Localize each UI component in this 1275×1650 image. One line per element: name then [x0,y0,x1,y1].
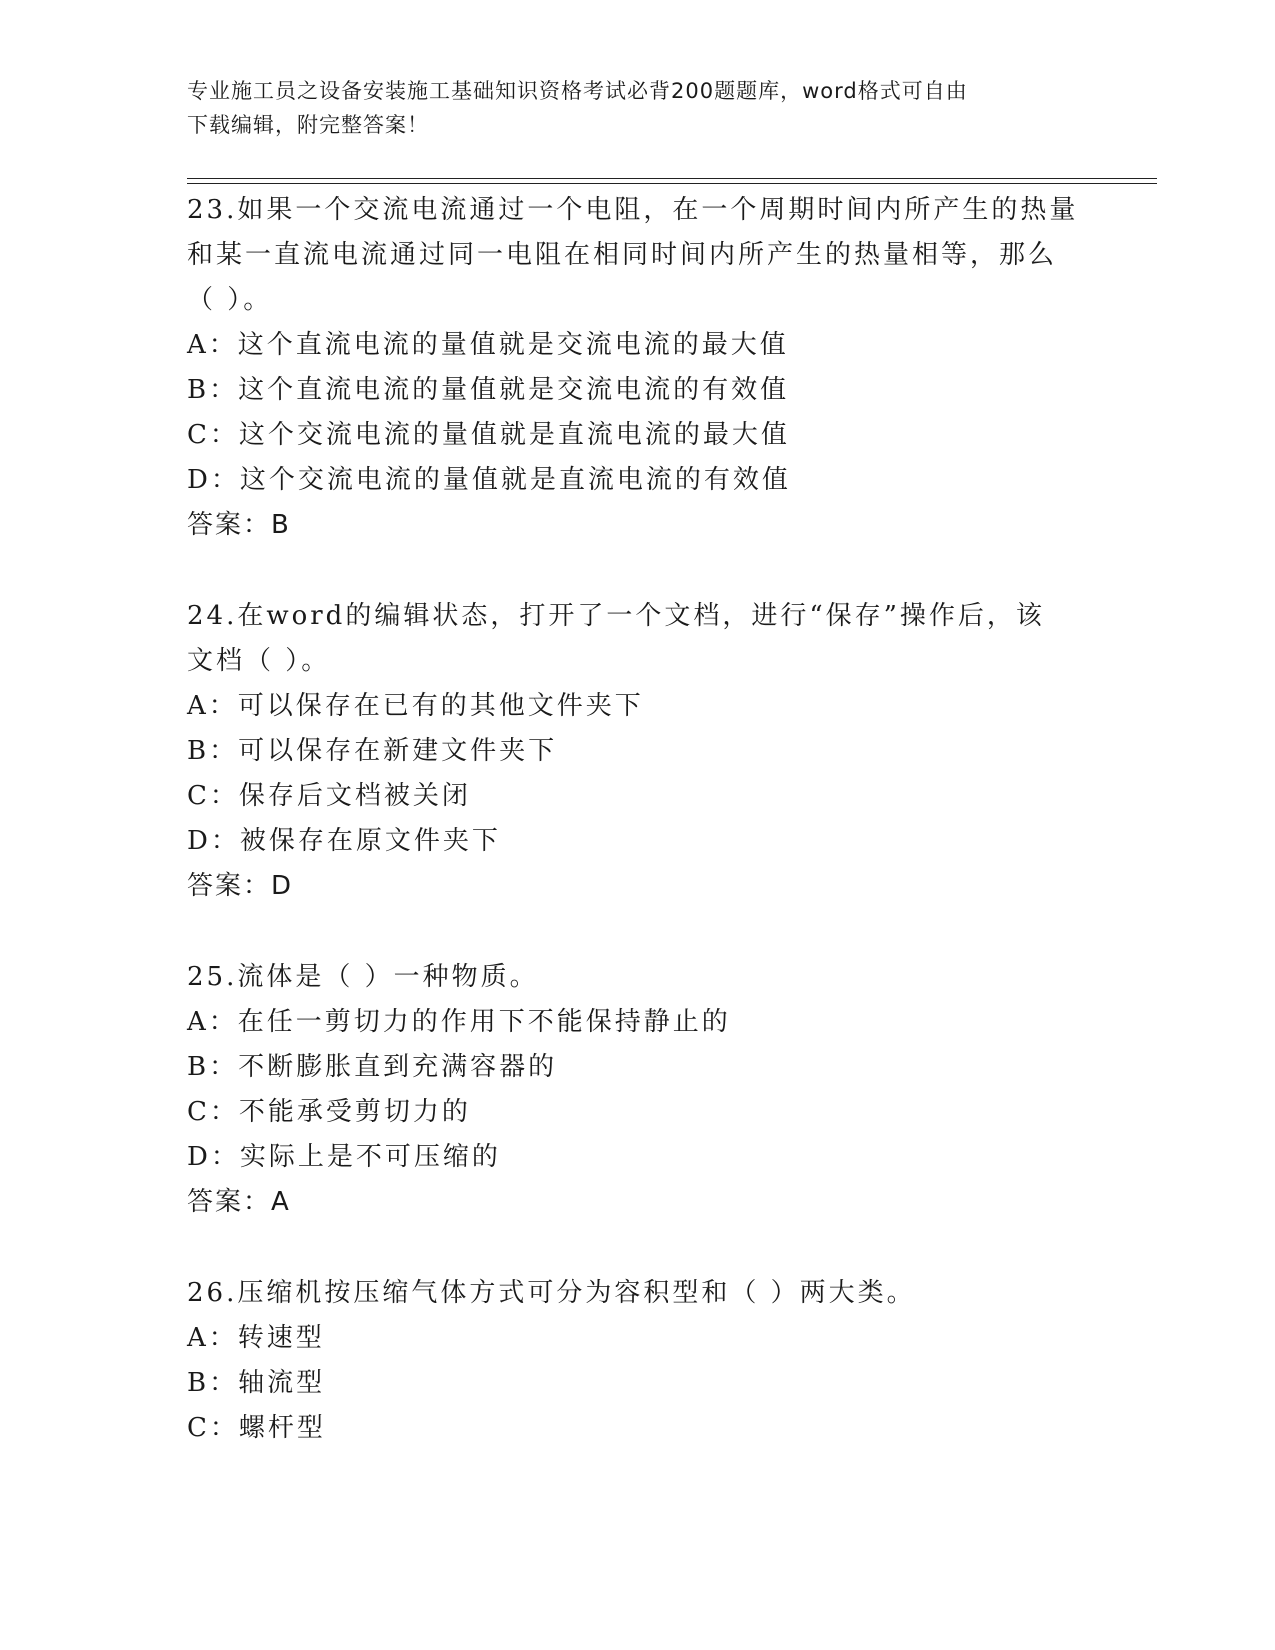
header-rule-bottom [187,183,1157,184]
header-line-1: 专业施工员之设备安装施工基础知识资格考试必背200题题库，word格式可自由 [187,79,968,103]
header-line-2: 下载编辑，附完整答案！ [187,113,429,137]
question-spacer [187,1225,1087,1271]
question-block [187,1271,1087,1451]
answer-line: 答案：D [187,871,294,901]
question-text: 和某一直流电流通过同一电阻在相同时间内所产生的热量相等，那么 [187,240,1058,270]
question-text: 24.在word的编辑状态，打开了一个文档，进行“保存”操作后，该 [187,601,1045,631]
question-text: （ ）。 [187,285,273,315]
question-block [187,188,1087,548]
option-d: D：被保存在原文件夹下 [187,826,501,856]
question-list [187,188,1087,1451]
document-header [187,74,1067,142]
option-a: A：转速型 [187,1323,325,1353]
option-a: A：可以保存在已有的其他文件夹下 [187,691,644,721]
option-c: C：不能承受剪切力的 [187,1097,471,1127]
answer-line: 答案：A [187,1187,291,1217]
option-d: D：实际上是不可压缩的 [187,1142,501,1172]
question-block [187,594,1087,909]
question-text: 26.压缩机按压缩气体方式可分为容积型和（ ）两大类。 [187,1278,916,1308]
option-c: C：保存后文档被关闭 [187,781,471,811]
question-text: 23.如果一个交流电流通过一个电阻，在一个周期时间内所产生的热量 [187,195,1079,225]
option-b: B：不断膨胀直到充满容器的 [187,1052,558,1082]
question-spacer [187,548,1087,594]
option-b: B：可以保存在新建文件夹下 [187,736,558,766]
question-text: 文档（ ）。 [187,646,331,676]
answer-line: 答案：B [187,510,291,540]
option-a: A：在任一剪切力的作用下不能保持静止的 [187,1007,731,1037]
option-c: C：这个交流电流的量值就是直流电流的最大值 [187,420,790,450]
option-a: A：这个直流电流的量值就是交流电流的最大值 [187,330,789,360]
option-b: B：这个直流电流的量值就是交流电流的有效值 [187,375,790,405]
option-c: C：螺杆型 [187,1413,326,1443]
question-text: 25.流体是（ ）一种物质。 [187,962,539,992]
option-b: B：轴流型 [187,1368,326,1398]
header-rule-top [187,178,1157,179]
question-block [187,955,1087,1225]
question-spacer [187,909,1087,955]
option-d: D：这个交流电流的量值就是直流电流的有效值 [187,465,791,495]
